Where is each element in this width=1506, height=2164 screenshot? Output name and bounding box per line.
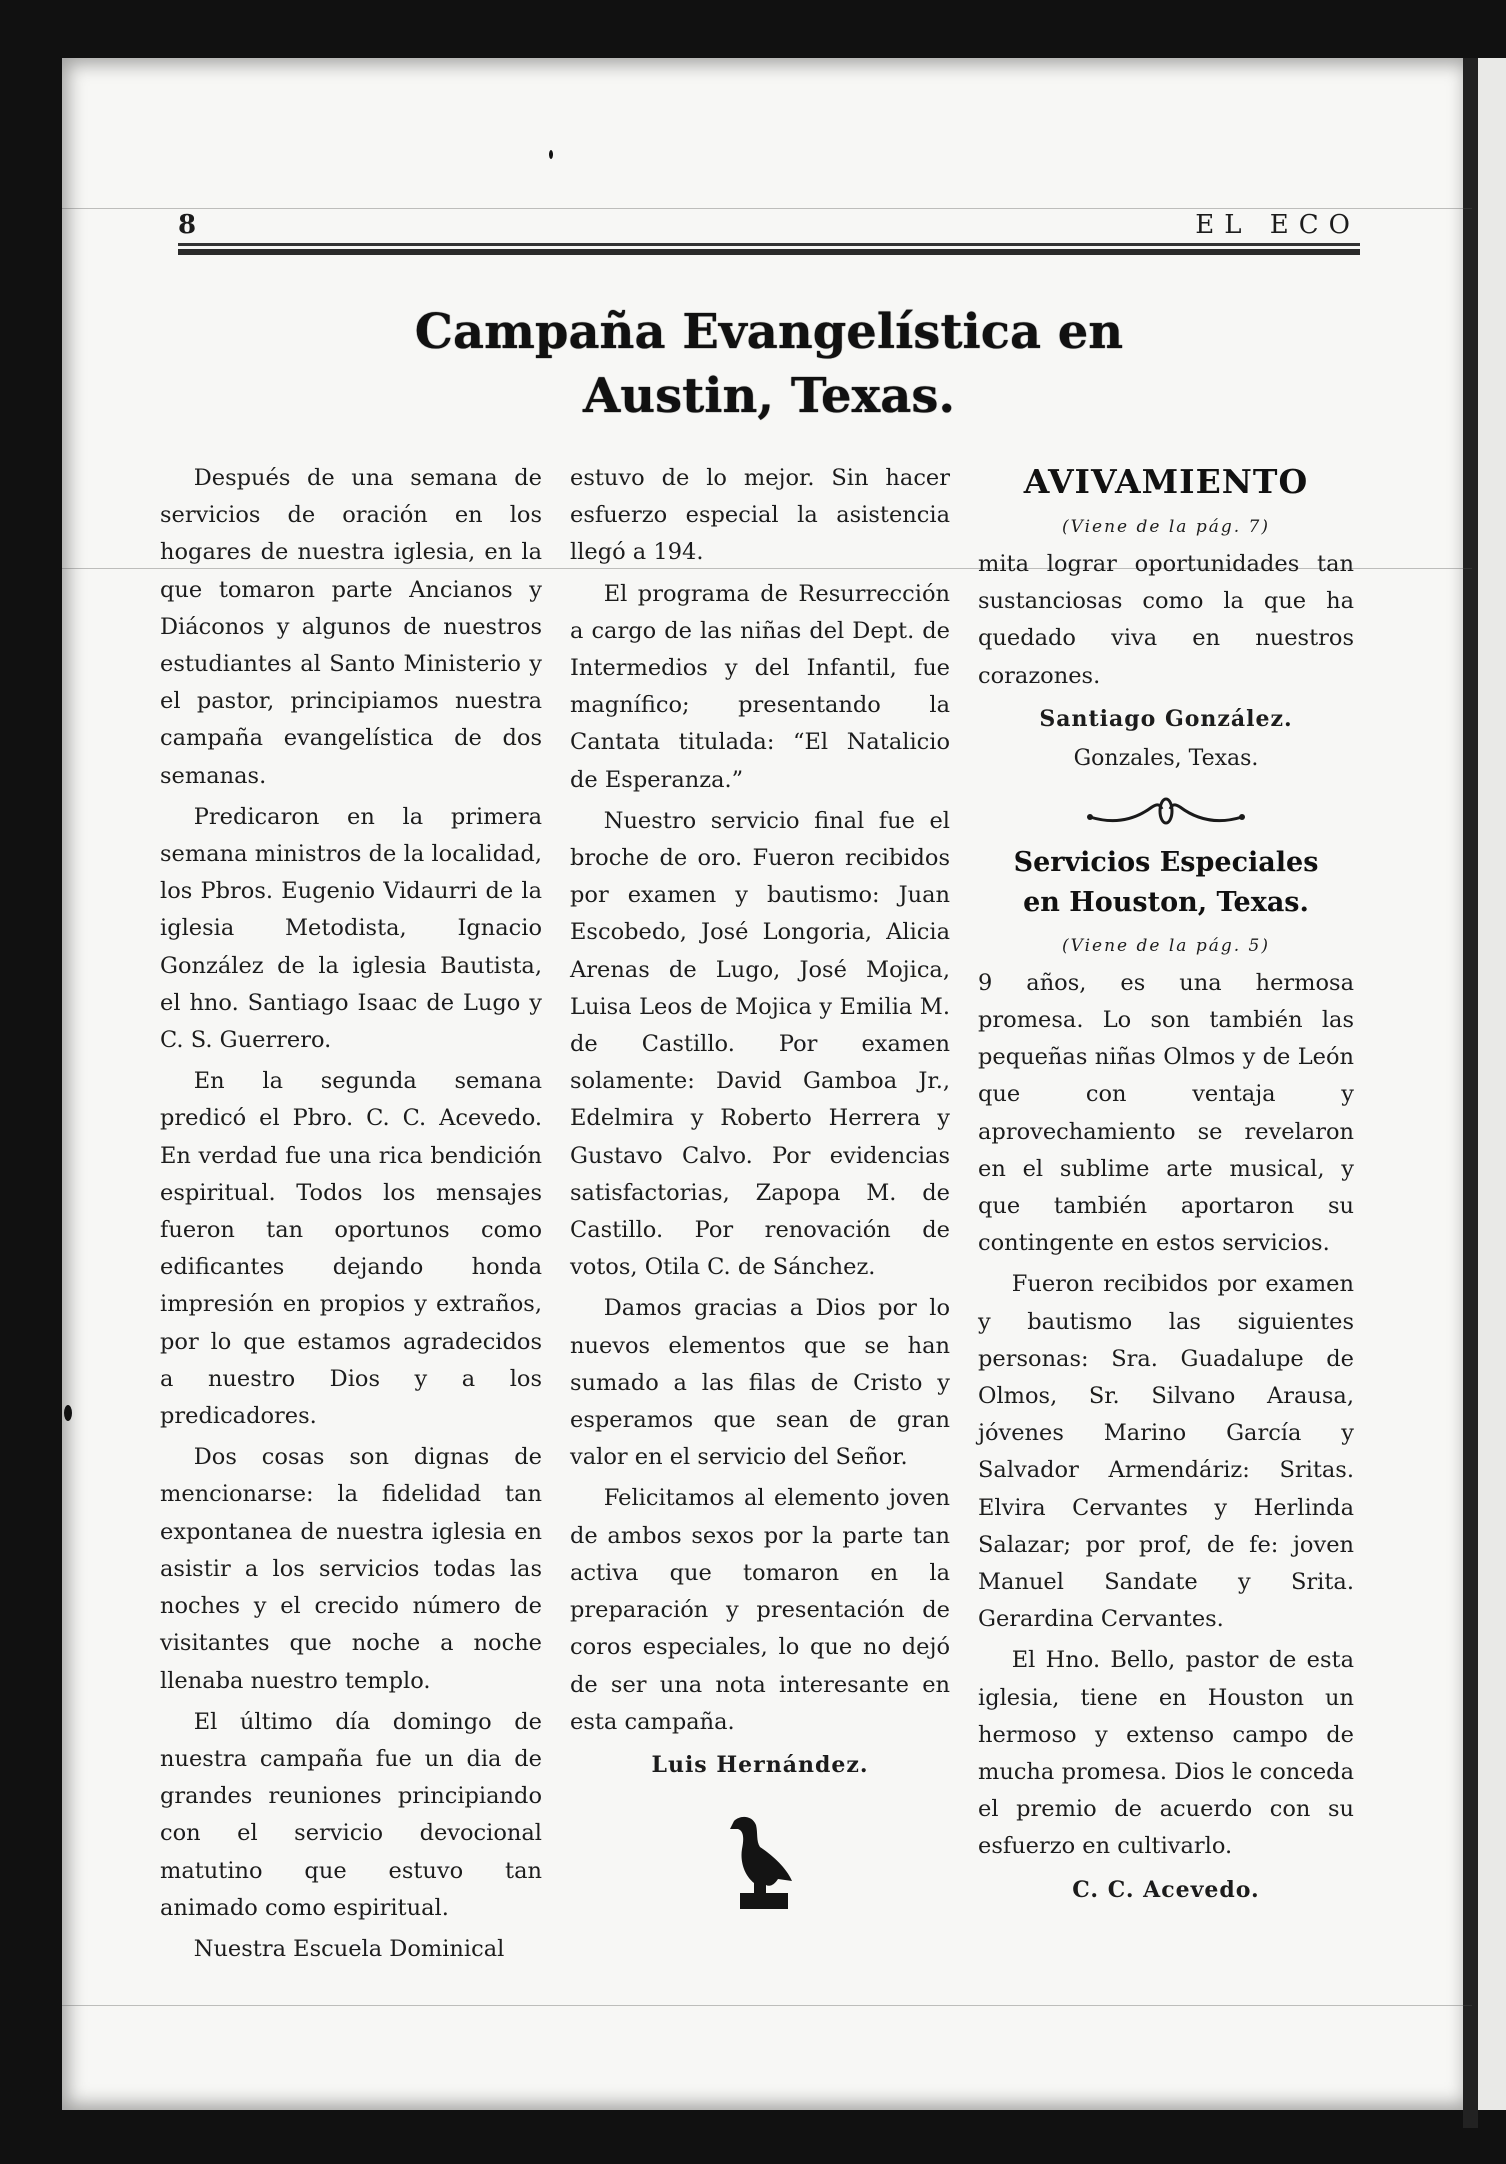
ink-speck (64, 1405, 72, 1421)
paragraph: Felicitamos al elemento joven de ambos sexos por la parte tan activa que tomaron en la preparación y presentación de coros especiales, lo que no dejó de ser una nota interesante en esta campaña. (570, 1485, 950, 1735)
page-number: 8 (178, 210, 197, 240)
section-title-avivamiento: AVIVAMIENTO (1023, 462, 1309, 501)
header-rule-thick (178, 249, 1360, 255)
continued-note: (Viene de la pág. 7) (1062, 517, 1270, 537)
article-title: Campaña Evangelística en Austin, Texas. (414, 304, 1124, 424)
scan-artifact-line (62, 2005, 1472, 2006)
publication-name: EL ECO (1195, 210, 1360, 240)
paragraph: El Hno. Bello, pastor de esta iglesia, tiene en Houston un hermoso y extenso campo de mucha promesa. Dios le conceda el premio de acuerdo con su esfuerzo en cultivarlo. (978, 1647, 1354, 1860)
article-column-2 (570, 460, 950, 1913)
paragraph: Nuestra Escuela Dominical (193, 1935, 505, 1962)
section-author: C. C. Acevedo. (1072, 1876, 1260, 1903)
adjacent-page-edge (1478, 58, 1506, 2110)
continued-note: (Viene de la pág. 5) (1062, 935, 1270, 956)
eagle-emblem-icon (720, 1813, 800, 1913)
paragraph: Dos cosas son dignas de mencionarse: la fidelidad tan expontanea de nuestra iglesia en asistir a los servicios todas las noches y el crecido número de visitantes que noche a noche llenaba nuestro templo. (160, 1444, 542, 1694)
ink-speck (549, 150, 553, 159)
section-title-servicios (978, 843, 1354, 923)
paragraph: El último día domingo de nuestra campaña fue un dia de grandes reuniones principiando con el servicio devocional matutino que estuvo tan animado como espiritual. (160, 1708, 542, 1921)
flourish-ornament-icon (1086, 795, 1246, 825)
section-author: Santiago González. (1039, 705, 1293, 732)
scan-artifact-line (62, 208, 1472, 209)
section-title-line-1: Servicios Especiales (1013, 846, 1319, 878)
paragraph: Predicaron en la primera semana ministros de la localidad, los Pbros. Eugenio Vidaurri de la iglesia Metodista, Ignacio González de la iglesia Bautista, el hno. Santiago Isaac de Lugo y C. S. Guerrero. (160, 803, 542, 1054)
paragraph: Fueron recibidos por examen y bautismo las siguientes personas: Sra. Guadalupe de Olmos, Sr. Silvano Arausa, jóvenes Marino García y Salvador Armendáriz: Sritas. Elvira Cervantes y Herlinda Salazar; por prof, de fe: joven Manuel Sandate y Srita. Gerardina Cervantes. (978, 1271, 1354, 1633)
paragraph: Damos gracias a Dios por lo nuevos elementos que se han sumado a las filas de Cristo y esperamos que sean de gran valor en el servicio del Señor. (570, 1295, 950, 1471)
paragraph-continuation: mita lograr oportunidades tan sustanciosas como la que ha quedado viva en nuestros corazones. (978, 551, 1354, 689)
paragraph: Después de una semana de servicios de oración en los hogares de nuestra iglesia, en la que tomaron parte Ancianos y Diáconos y algunos de nuestros estudiantes al Santo Ministerio y el pastor, principiamos nuestra campaña evangelística de dos semanas. (160, 465, 542, 789)
author-location: Gonzales, Texas. (1073, 745, 1259, 771)
article-author: Luis Hernández. (651, 1751, 869, 1778)
paragraph: Nuestro servicio final fue el broche de oro. Fueron recibidos por examen y bautismo: Juan Escobedo, José Longoria, Alicia Arenas de Lugo, José Mojica, Luisa Leos de Mojica y Emilia M. de Castillo. Por examen solamente: David Gamboa Jr., Edelmira y Roberto Herrera y Gustavo Calvo. Por evidencias satisfactorias, Zapopa M. de Castillo. Por renovación de votos, Otila C. de Sánchez. (570, 807, 950, 1281)
paragraph: En la segunda semana predicó el Pbro. C. C. Acevedo. En verdad fue una rica bendición espiritual. Todos los mensajes fueron tan oportunos como edificantes dejando honda impresión en propios y extraños, por lo que estamos agradecidos a nuestro Dios y a los predicadores. (160, 1068, 542, 1430)
running-header (178, 210, 1360, 240)
header-rule-thin (178, 243, 1360, 246)
binding-edge (1463, 58, 1478, 2128)
paragraph-continuation: 9 años, es una hermosa promesa. Lo son también las pequeñas niñas Olmos y de León que con ventaja y aprovechamiento se revelaron en el sublime arte musical, y que también aportaron su contingente en estos servicios. (978, 969, 1354, 1257)
section-title-line-2: en Houston, Texas. (1023, 886, 1309, 918)
article-column-3 (978, 460, 1354, 1910)
article-column-1 (160, 460, 542, 1972)
paragraph-continuation: estuvo de lo mejor. Sin hacer esfuerzo especial la asistencia llegó a 194. (570, 465, 950, 566)
paragraph: El programa de Resurrección a cargo de las niñas del Dept. de Intermedios y del Infantil, fue magnífico; presentando la Cantata titulada: “El Natalicio de Esperanza.” (570, 580, 950, 793)
